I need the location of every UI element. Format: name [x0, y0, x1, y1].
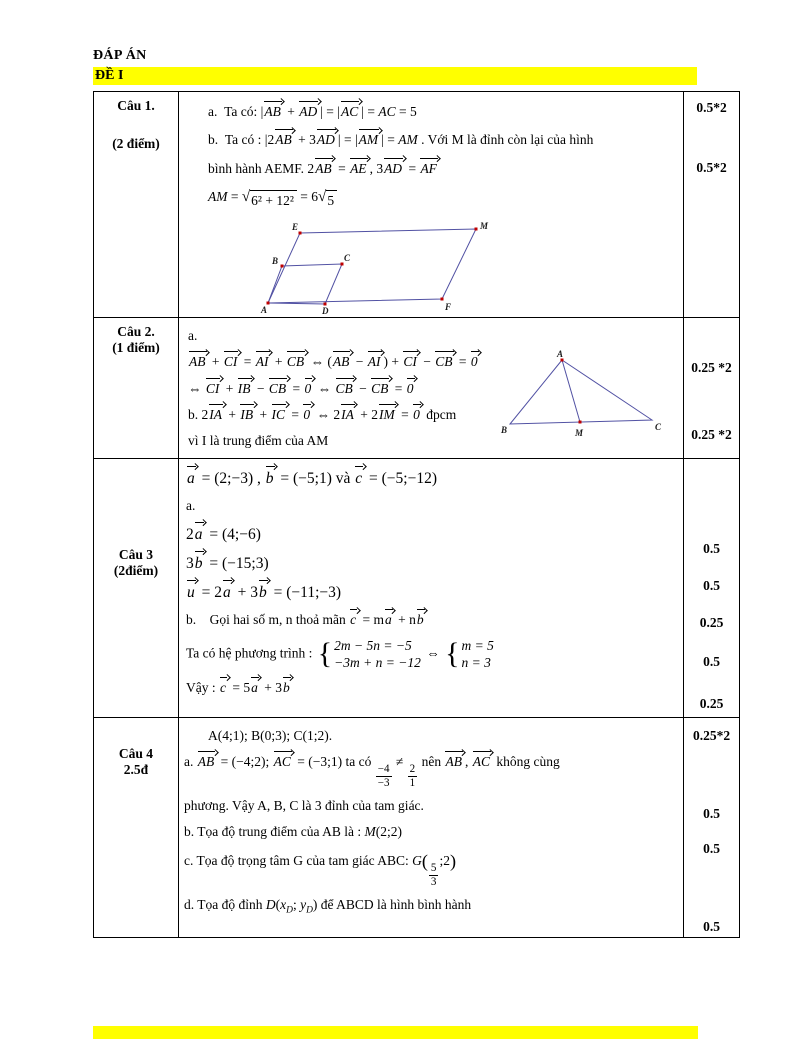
- math-text: đpcm: [422, 406, 457, 422]
- points-cell: [684, 92, 740, 318]
- math-text: =: [391, 380, 406, 396]
- math-variable: D: [265, 896, 276, 912]
- vector-term: a: [250, 678, 261, 698]
- math-text: = (−4;2);: [217, 754, 273, 770]
- answer-key-table: [93, 91, 740, 938]
- math-text: d. Tọa độ đỉnh: [184, 896, 266, 912]
- system-equation: n = 3: [461, 655, 491, 671]
- radicand: 6² + 12²: [250, 190, 297, 211]
- math-text: = (−15;3): [205, 554, 269, 572]
- question-number: Câu 1.: [117, 98, 155, 113]
- math-text: ⇔ (: [307, 354, 332, 370]
- points-value: 0.5: [703, 541, 720, 556]
- doc-title: ĐÁP ÁN: [93, 48, 147, 63]
- points-value: 0.25 *2: [691, 427, 732, 443]
- math-text: −: [352, 354, 367, 370]
- math-text: = 5: [229, 679, 251, 695]
- big-paren: (: [421, 851, 428, 872]
- square-root: [242, 190, 297, 211]
- math-variable: AM: [398, 132, 418, 148]
- math-text: =: [397, 406, 413, 422]
- vector-term: 0: [406, 379, 417, 399]
- answer-content-cell: [179, 718, 684, 938]
- math-text: . Với M là đỉnh còn lại của hình: [417, 132, 594, 148]
- vector-term: IB: [239, 405, 256, 425]
- vertex-label-b: B: [272, 256, 279, 266]
- vector-term: IA: [340, 405, 357, 425]
- question-number: Câu 4: [118, 746, 154, 761]
- radicand: 5: [326, 190, 337, 211]
- vector-term: CI: [223, 352, 241, 372]
- math-text: = 2: [197, 584, 222, 601]
- system-equation: −3m + n = −12: [334, 655, 421, 671]
- vector-term: CB: [268, 379, 289, 399]
- points-value: 0.5*2: [696, 100, 727, 115]
- math-text: A(4;1); B(0;3); C(1;2).: [208, 728, 333, 743]
- math-text: −: [253, 380, 268, 396]
- math-text: ≠: [392, 754, 407, 770]
- vector-term: AB: [263, 102, 284, 122]
- vertex-label-e: E: [292, 222, 299, 232]
- vector-term: b: [194, 552, 206, 575]
- math-text: b. Ta có : |2: [208, 132, 275, 148]
- math-text: +: [271, 354, 286, 370]
- vertex-label-m: M: [480, 221, 489, 231]
- question-points-label: (2 điểm): [112, 136, 160, 151]
- math-variable: G: [412, 853, 422, 869]
- vector-term: AD: [383, 159, 405, 179]
- math-text: Vậy :: [186, 679, 219, 695]
- math-text: =: [288, 406, 303, 422]
- math-text: ;2: [439, 853, 450, 869]
- math-text: = (−3;1) ta có: [293, 754, 375, 770]
- points-value: 0.25*2: [692, 728, 731, 743]
- points-value: 0.5: [703, 918, 720, 934]
- vector-term: CB: [286, 352, 307, 372]
- math-variable: AM: [208, 188, 228, 204]
- fraction: [375, 763, 393, 789]
- math-text: +: [225, 406, 240, 422]
- vector-term: IC: [271, 405, 289, 425]
- vector-term: a: [186, 467, 198, 490]
- bottom-highlight-bar: [93, 1026, 698, 1039]
- subscript-index: D: [306, 905, 313, 916]
- vector-term: AC: [472, 752, 493, 772]
- fraction-denominator: 1: [409, 777, 416, 790]
- answer-line: [184, 822, 680, 842]
- vector-term: b: [265, 467, 277, 490]
- points-value: 0.5*2: [696, 160, 727, 176]
- vector-term: AB: [314, 159, 335, 179]
- answer-line: [186, 467, 680, 490]
- math-text: c. Tọa độ trọng tâm G của tam giác ABC:: [184, 853, 413, 869]
- answer-line: [184, 726, 680, 746]
- math-text: +: [283, 104, 299, 119]
- vector-term: AB: [197, 752, 218, 772]
- vertex-label-d: D: [322, 306, 329, 315]
- system-brace: {: [445, 637, 460, 671]
- system-brace: {: [317, 637, 333, 671]
- question-label-cell: [94, 318, 179, 459]
- vector-term: AD: [298, 102, 320, 122]
- answer-line: [184, 895, 680, 918]
- math-text: = (−5;−12): [365, 470, 438, 487]
- points-value: 0.5: [703, 653, 720, 669]
- vector-term: AD: [316, 130, 338, 150]
- math-text: (: [275, 896, 281, 912]
- vector-term: CB: [434, 352, 455, 372]
- question-number: Câu 3: [118, 547, 154, 562]
- vector-term: b: [282, 678, 293, 698]
- math-text: =: [240, 354, 255, 370]
- answer-content-cell: [179, 459, 684, 718]
- math-text: 3: [186, 554, 194, 572]
- math-text: và: [335, 470, 355, 487]
- vector-term: AB: [444, 752, 465, 772]
- points-value: 0.25 *2: [691, 360, 732, 375]
- math-text: = 5: [395, 104, 417, 119]
- answer-line: [208, 159, 680, 179]
- points-value: 0.25: [699, 615, 724, 631]
- vector-term: AI: [367, 352, 384, 372]
- fraction-numerator: 5: [430, 862, 437, 875]
- math-text: = (−5;1): [276, 470, 336, 487]
- vector-term: AB: [332, 352, 353, 372]
- math-text: + 3: [294, 132, 316, 148]
- answer-line: [184, 752, 680, 790]
- vector-term: c: [219, 678, 229, 698]
- subscript-term: [280, 896, 293, 916]
- subscript-index: D: [286, 905, 293, 916]
- vector-term: IM: [378, 405, 398, 425]
- question-points-label: (2điểm): [113, 563, 159, 578]
- math-text: ,: [464, 754, 472, 770]
- math-text: | =: [361, 104, 379, 119]
- vector-term: 0: [302, 405, 313, 425]
- math-text: b. 2: [188, 406, 209, 422]
- vector-term: AB: [188, 352, 209, 372]
- doc-subtitle-highlighted: ĐỀ I: [93, 67, 697, 85]
- vector-term: AM: [358, 130, 382, 150]
- vector-term: CB: [335, 379, 356, 399]
- math-text: = m: [359, 612, 384, 628]
- system-equation: m = 5: [461, 637, 494, 653]
- math-text: +: [208, 354, 223, 370]
- vector-term: b: [416, 610, 427, 630]
- points-cell: [684, 459, 740, 718]
- math-text: + 2: [356, 406, 378, 422]
- fraction-numerator: −4: [377, 763, 390, 776]
- question-number: Câu 2.: [117, 324, 155, 339]
- vertex-label-m: M: [575, 428, 584, 438]
- vector-term: AF: [419, 159, 440, 179]
- points-value: 0.25: [699, 695, 724, 711]
- answer-line: [188, 326, 680, 346]
- math-text: phương. Vậy A, B, C là 3 đỉnh của tam giác.: [184, 797, 424, 813]
- table-row-cau-1: [94, 92, 740, 318]
- vertex-label-c: C: [344, 253, 351, 263]
- math-text: = (4;−6): [205, 525, 261, 543]
- math-text: + n: [394, 612, 416, 628]
- fraction: [428, 862, 440, 888]
- system-equation: 2m − 5n = −5: [334, 637, 412, 653]
- vector-term: a: [194, 523, 206, 546]
- math-text: a.: [186, 498, 196, 514]
- math-text: 2: [186, 525, 194, 543]
- answer-line: [186, 552, 680, 575]
- vector-term: CB: [370, 379, 391, 399]
- math-text: =: [227, 188, 242, 204]
- math-text: Ta có hệ phương trình :: [186, 645, 316, 661]
- parallelogram-diagram: [260, 219, 510, 315]
- math-text: (2;2): [375, 824, 402, 840]
- math-text: = (2;−3) ,: [197, 470, 265, 487]
- math-text: =: [455, 354, 470, 370]
- vector-term: a: [384, 610, 395, 630]
- math-text: không cùng: [492, 754, 560, 770]
- math-text: ;: [292, 896, 301, 912]
- vector-term: u: [186, 581, 198, 604]
- vector-term: IB: [237, 379, 254, 399]
- answer-content-cell: [179, 92, 684, 318]
- math-text: b. Tọa độ trung điểm của AB là :: [184, 824, 365, 840]
- math-text: | = |: [320, 104, 341, 119]
- math-text: +: [256, 406, 271, 422]
- system-equations: [462, 637, 494, 672]
- math-text: b. Gọi hai số m, n thoả mãn: [186, 612, 350, 628]
- vector-term: AI: [255, 352, 272, 372]
- answer-line: [186, 581, 680, 604]
- vector-term: 0: [412, 405, 423, 425]
- math-text: a.: [184, 754, 197, 770]
- math-text: +: [222, 380, 237, 396]
- answer-line: [186, 637, 680, 672]
- vector-term: AC: [273, 752, 294, 772]
- equation-system: [318, 637, 421, 672]
- math-text: | =: [381, 132, 399, 148]
- answer-line: [186, 678, 680, 698]
- triangle-diagram: [500, 348, 670, 443]
- vertex-label-b: B: [501, 425, 508, 435]
- answer-line: [208, 102, 680, 122]
- math-text: bình hành AEMF. 2: [208, 160, 315, 176]
- vector-term: AB: [274, 130, 295, 150]
- system-equations: [334, 637, 421, 672]
- math-text: , 3: [369, 160, 384, 176]
- vector-term: IA: [208, 405, 225, 425]
- answer-content-cell: [179, 318, 684, 459]
- math-variable: AC: [378, 104, 396, 119]
- square-root: [318, 190, 337, 211]
- radical-sign: √: [318, 188, 327, 205]
- math-variable: M: [364, 824, 376, 840]
- math-text: để ABCD là hình bình hành: [317, 896, 472, 912]
- math-text: nên: [418, 754, 445, 770]
- vector-term: 0: [470, 352, 481, 372]
- question-label-cell: [94, 459, 179, 718]
- vector-term: AC: [340, 102, 361, 122]
- vector-term: a: [222, 581, 234, 604]
- math-text: vì I là trung điểm của AM: [188, 433, 329, 448]
- vector-term: CI: [402, 352, 420, 372]
- vector-term: c: [354, 467, 365, 490]
- fraction-denominator: −3: [377, 777, 390, 790]
- triangle-diagram-wrap: [500, 348, 670, 447]
- fraction-numerator: 2: [409, 763, 416, 776]
- answer-line: [208, 187, 680, 211]
- subscript-base: x: [280, 896, 287, 912]
- answer-line: [186, 610, 680, 630]
- math-text: | = |: [337, 132, 358, 148]
- vector-term: AE: [349, 159, 370, 179]
- vertex-label-a: A: [557, 349, 564, 359]
- vertex-label-a: A: [261, 305, 268, 315]
- math-text: = 6: [296, 188, 319, 204]
- vector-term: b: [258, 581, 270, 604]
- math-text: ): [312, 896, 318, 912]
- answer-line: [184, 796, 680, 816]
- table-row-cau-4: [94, 718, 740, 938]
- math-text: ⇔: [314, 380, 335, 396]
- math-text: a. Ta có: |: [208, 104, 264, 119]
- vector-term: c: [349, 610, 359, 630]
- question-label-cell: [94, 92, 179, 318]
- math-text: + 3: [233, 584, 258, 601]
- answer-line: [208, 130, 680, 150]
- answer-line: [186, 496, 680, 516]
- subscript-term: [300, 896, 313, 916]
- points-value: 0.5: [703, 841, 720, 857]
- vector-term: 0: [304, 379, 315, 399]
- math-text: =: [334, 160, 350, 176]
- big-paren: ): [449, 851, 457, 872]
- answer-line: [186, 523, 680, 546]
- fraction-denominator: 3: [430, 875, 437, 888]
- equation-system: [445, 637, 494, 672]
- points-cell: [684, 718, 740, 938]
- math-text: a.: [188, 328, 198, 343]
- math-text: −: [355, 380, 371, 396]
- math-text: ⇔: [422, 645, 444, 661]
- math-text: + 3: [260, 679, 282, 695]
- subscript-base: y: [300, 896, 307, 912]
- answer-line: [184, 848, 680, 888]
- math-text: =: [405, 160, 420, 176]
- fraction: [407, 763, 419, 789]
- points-cell: [684, 318, 740, 459]
- question-points-label: 2.5đ: [123, 762, 149, 777]
- table-row-cau-2: [94, 318, 740, 459]
- math-text: ) +: [383, 354, 403, 370]
- math-text: ⇔ 2: [313, 406, 341, 422]
- table-row-cau-3: [94, 459, 740, 718]
- vertex-label-c: C: [655, 422, 662, 432]
- vertex-label-f: F: [445, 302, 452, 312]
- math-text: = (−11;−3): [269, 584, 342, 601]
- radical-sign: √: [241, 188, 251, 205]
- math-text: =: [289, 380, 304, 396]
- math-text: −: [419, 354, 435, 370]
- question-points-label: (1 điểm): [112, 340, 160, 355]
- math-text: ⇔: [188, 380, 205, 396]
- question-label-cell: [94, 718, 179, 938]
- points-value: 0.5: [703, 806, 720, 822]
- vector-term: CI: [205, 379, 223, 399]
- points-value: 0.5: [703, 578, 720, 594]
